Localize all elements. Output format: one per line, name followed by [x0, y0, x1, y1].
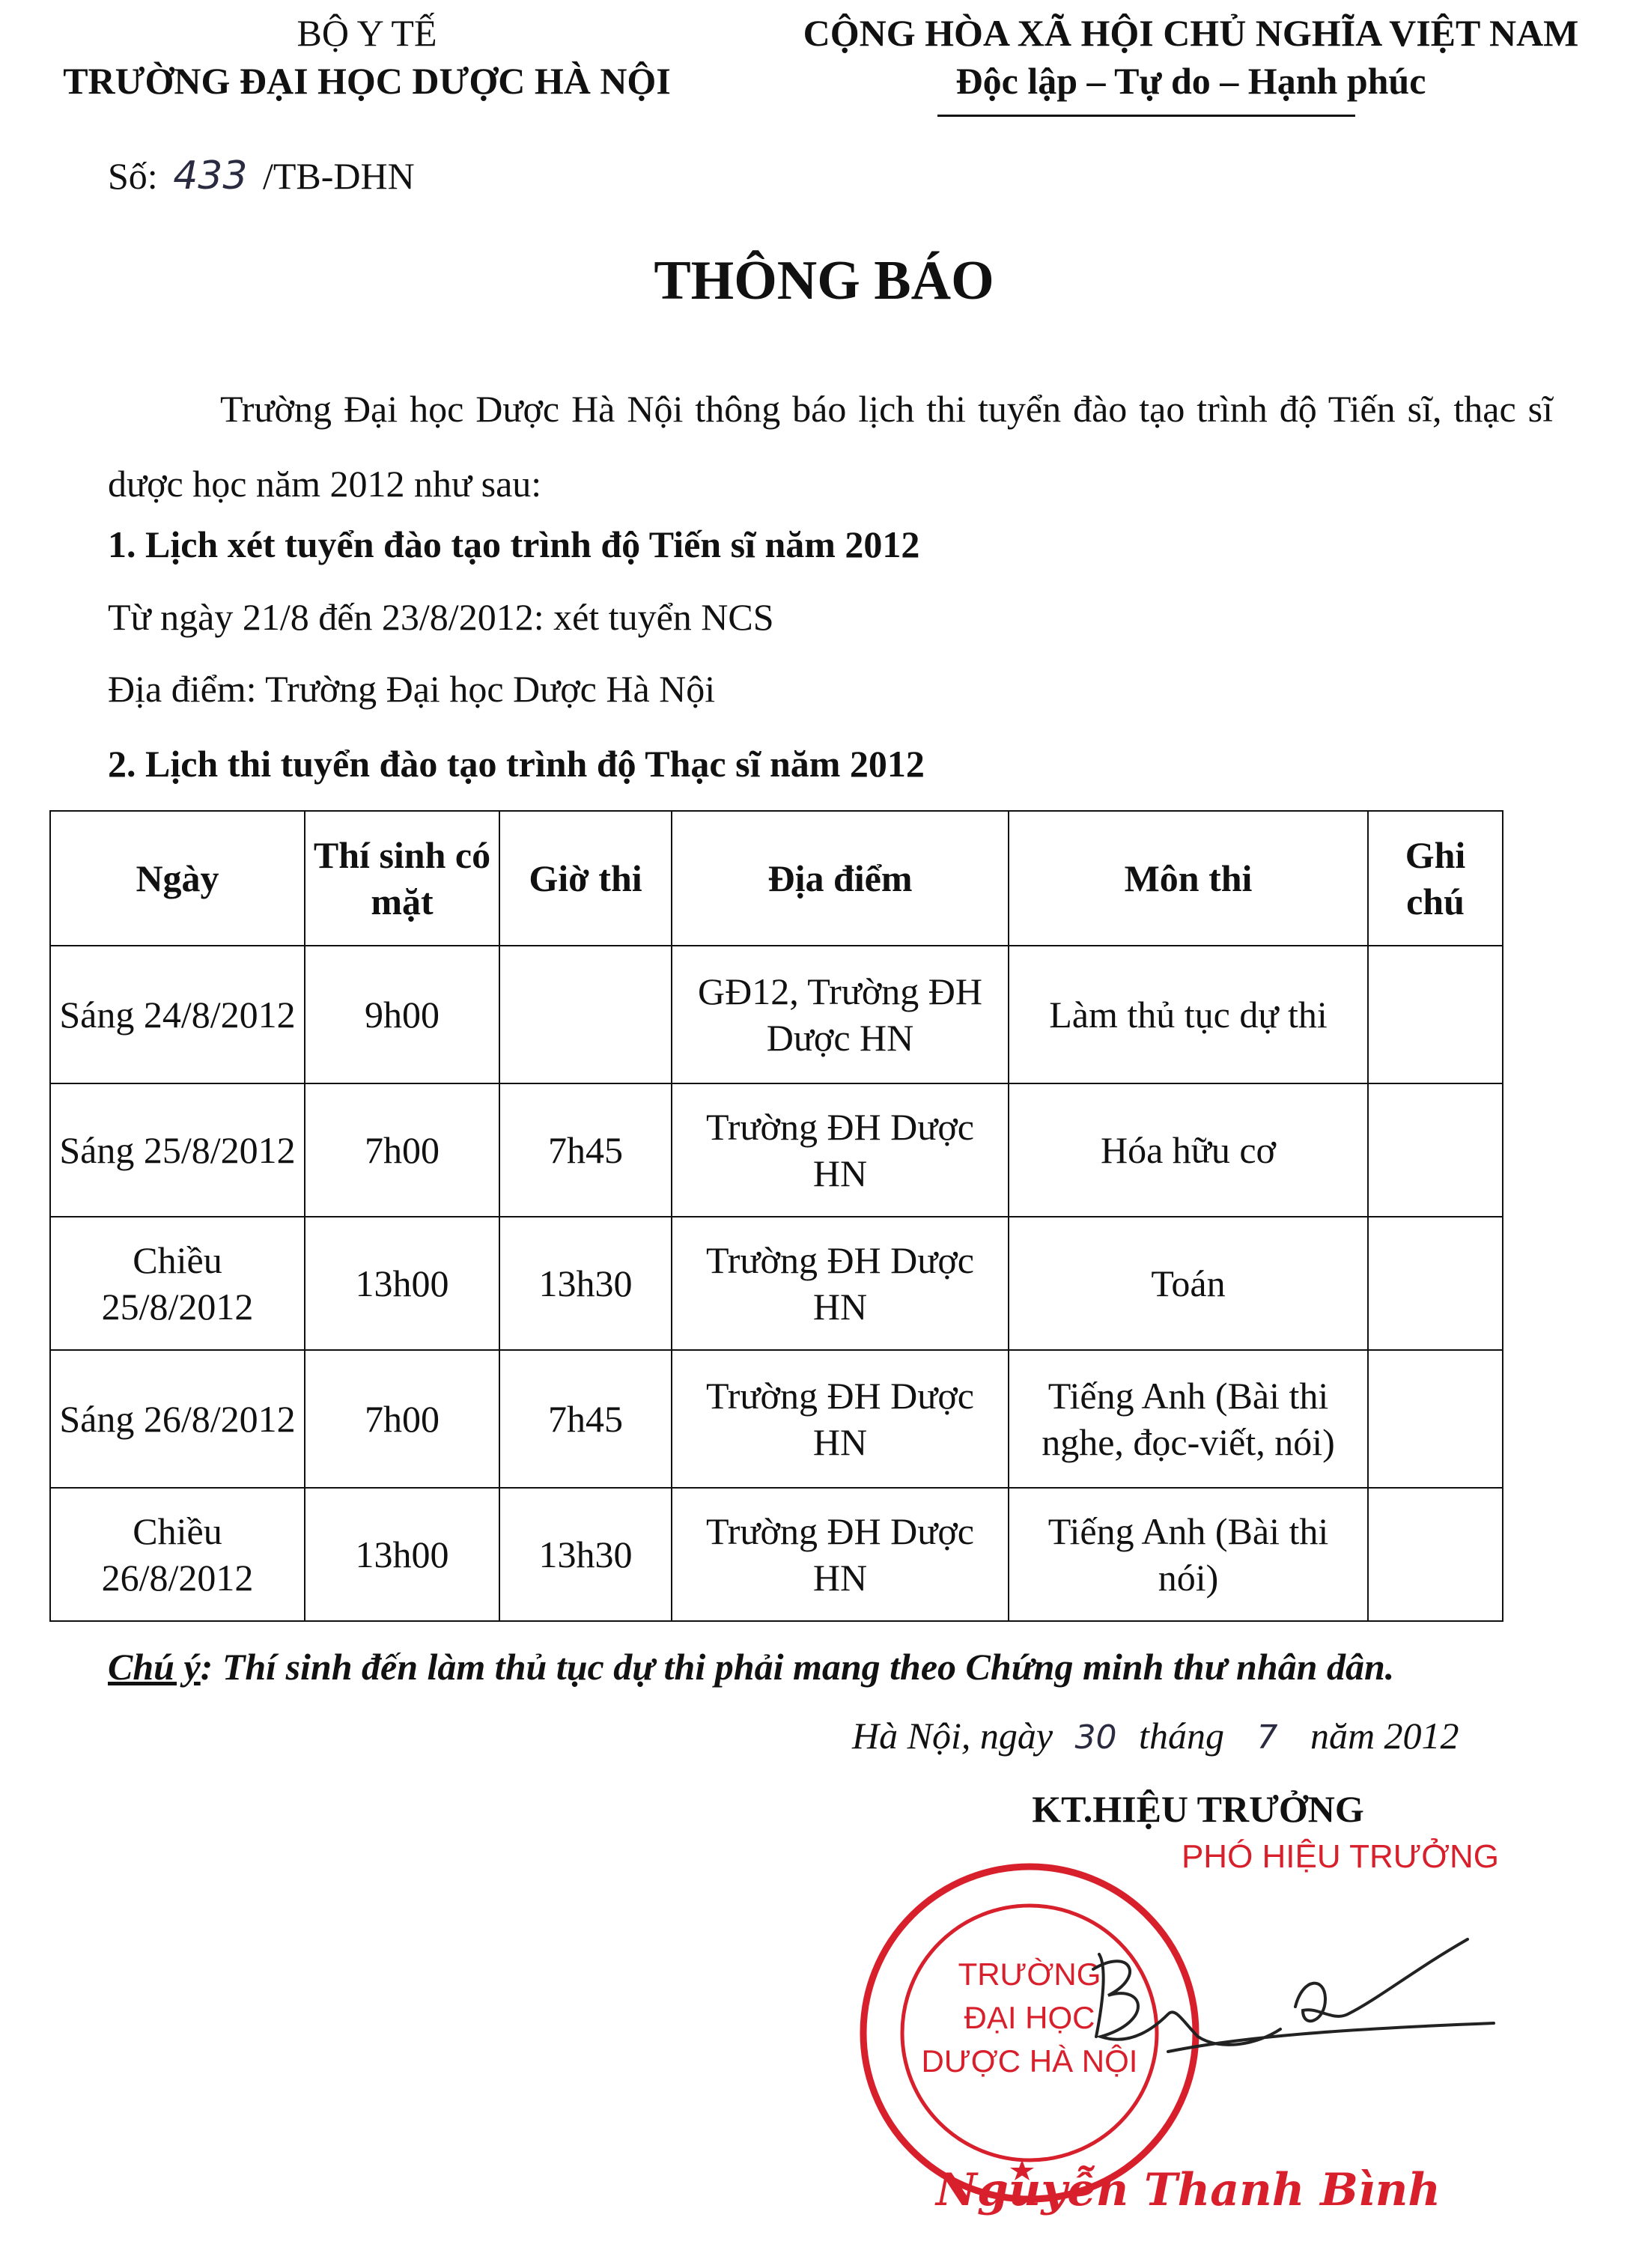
signer-name: Nguyễn Thanh Bình: [936, 2164, 1441, 2216]
signature-scribble: [1078, 1924, 1498, 2089]
section1-line2: Địa điểm: Trường Đại học Dược Hà Nội: [108, 668, 716, 710]
ministry-name: BỘ Y TẾ: [297, 12, 437, 54]
table-row: [50, 946, 1503, 1083]
cell-note: [1368, 1488, 1503, 1621]
country-name: CỘNG HÒA XÃ HỘI CHỦ NGHĨA VIỆT NAM: [803, 12, 1579, 54]
cell-present: 7h00: [305, 1083, 499, 1217]
seal-line-1: TRƯỜNG: [958, 1957, 1101, 1992]
cell-day: Chiều 26/8/2012: [50, 1488, 305, 1621]
note-line: [108, 1644, 1394, 1689]
table-header-row: [50, 811, 1503, 946]
table-row: [50, 1083, 1503, 1217]
dateline: [852, 1713, 1459, 1760]
cell-subject: Hóa hữu cơ: [1009, 1083, 1368, 1217]
col-header-time: Giờ thi: [499, 811, 672, 946]
motto: Độc lập – Tự do – Hạnh phúc: [955, 60, 1426, 102]
col-header-place: Địa điểm: [672, 811, 1009, 946]
header-left: [0, 9, 734, 105]
col-header-day: Ngày: [50, 811, 305, 946]
dateline-year: năm 2012: [1310, 1715, 1459, 1757]
cell-day: Chiều 25/8/2012: [50, 1217, 305, 1350]
number-suffix: /TB-DHN: [262, 155, 415, 197]
dateline-month-word: tháng: [1139, 1715, 1224, 1757]
cell-time: 13h30: [499, 1217, 672, 1350]
number-handwritten: 433: [173, 153, 248, 198]
cell-subject: Tiếng Anh (Bài thi nghe, đọc-viết, nói): [1009, 1350, 1368, 1488]
cell-day: Sáng 24/8/2012: [50, 946, 305, 1083]
cell-present: 9h00: [305, 946, 499, 1083]
page-title: THÔNG BÁO: [654, 250, 994, 311]
cell-present: 13h00: [305, 1217, 499, 1350]
col-header-subject: Môn thi: [1009, 811, 1368, 946]
intro-paragraph: Trường Đại học Dược Hà Nội thông báo lịch thi tuyển đào tạo trình độ Tiến sĩ, thạc sĩ dược học năm 2012 như sau:: [108, 388, 1553, 505]
cell-note: [1368, 1083, 1503, 1217]
cell-place: Trường ĐH Dược HN: [672, 1083, 1009, 1217]
cell-time: 7h45: [499, 1083, 672, 1217]
document-number: [108, 153, 415, 198]
cell-day: Sáng 25/8/2012: [50, 1083, 305, 1217]
section2-heading: 2. Lịch thi tuyển đào tạo trình độ Thạc sĩ năm 2012: [108, 743, 925, 785]
cell-place: Trường ĐH Dược HN: [672, 1350, 1009, 1488]
cell-present: 7h00: [305, 1350, 499, 1488]
schedule-table: [49, 810, 1503, 1622]
seal-line-3: DƯỢC HÀ NỘI: [921, 2043, 1138, 2079]
dateline-day: 30: [1074, 1718, 1117, 1757]
motto-underline: [937, 115, 1355, 117]
cell-note: [1368, 1350, 1503, 1488]
cell-time: [499, 946, 672, 1083]
col-header-present: Thí sinh có mặt: [305, 811, 499, 946]
number-prefix: Số:: [108, 155, 158, 197]
header-right: [734, 9, 1648, 105]
cell-place: Trường ĐH Dược HN: [672, 1488, 1009, 1621]
section1-heading: 1. Lịch xét tuyển đào tạo trình độ Tiến sĩ năm 2012: [108, 523, 920, 565]
school-name: TRƯỜNG ĐẠI HỌC DƯỢC HÀ NỘI: [63, 60, 671, 102]
dateline-month: 7: [1256, 1718, 1278, 1757]
note-label: Chú ý: [108, 1646, 201, 1688]
section1-line1: Từ ngày 21/8 đến 23/8/2012: xét tuyển NCS: [108, 596, 774, 638]
cell-subject: Tiếng Anh (Bài thi nói): [1009, 1488, 1368, 1621]
table-row: [50, 1350, 1503, 1488]
cell-day: Sáng 26/8/2012: [50, 1350, 305, 1488]
note-text: : Thí sinh đến làm thủ tục dự thi phải mang theo Chứng minh thư nhân dân.: [200, 1646, 1395, 1688]
cell-subject: Làm thủ tục dự thi: [1009, 946, 1368, 1083]
table-row: [50, 1488, 1503, 1621]
cell-time: 7h45: [499, 1350, 672, 1488]
cell-subject: Toán: [1009, 1217, 1368, 1350]
signature-subtitle: PHÓ HIỆU TRƯỞNG: [1181, 1838, 1500, 1875]
cell-note: [1368, 946, 1503, 1083]
col-header-note: Ghi chú: [1368, 811, 1503, 946]
cell-present: 13h00: [305, 1488, 499, 1621]
cell-time: 13h30: [499, 1488, 672, 1621]
table-row: [50, 1217, 1503, 1350]
signature-title: KT.HIỆU TRƯỞNG: [1032, 1788, 1364, 1830]
seal-line-2: ĐẠI HỌC: [964, 2000, 1095, 2035]
cell-note: [1368, 1217, 1503, 1350]
dateline-place: Hà Nội, ngày: [852, 1715, 1053, 1757]
cell-place: Trường ĐH Dược HN: [672, 1217, 1009, 1350]
cell-place: GĐ12, Trường ĐH Dược HN: [672, 946, 1009, 1083]
